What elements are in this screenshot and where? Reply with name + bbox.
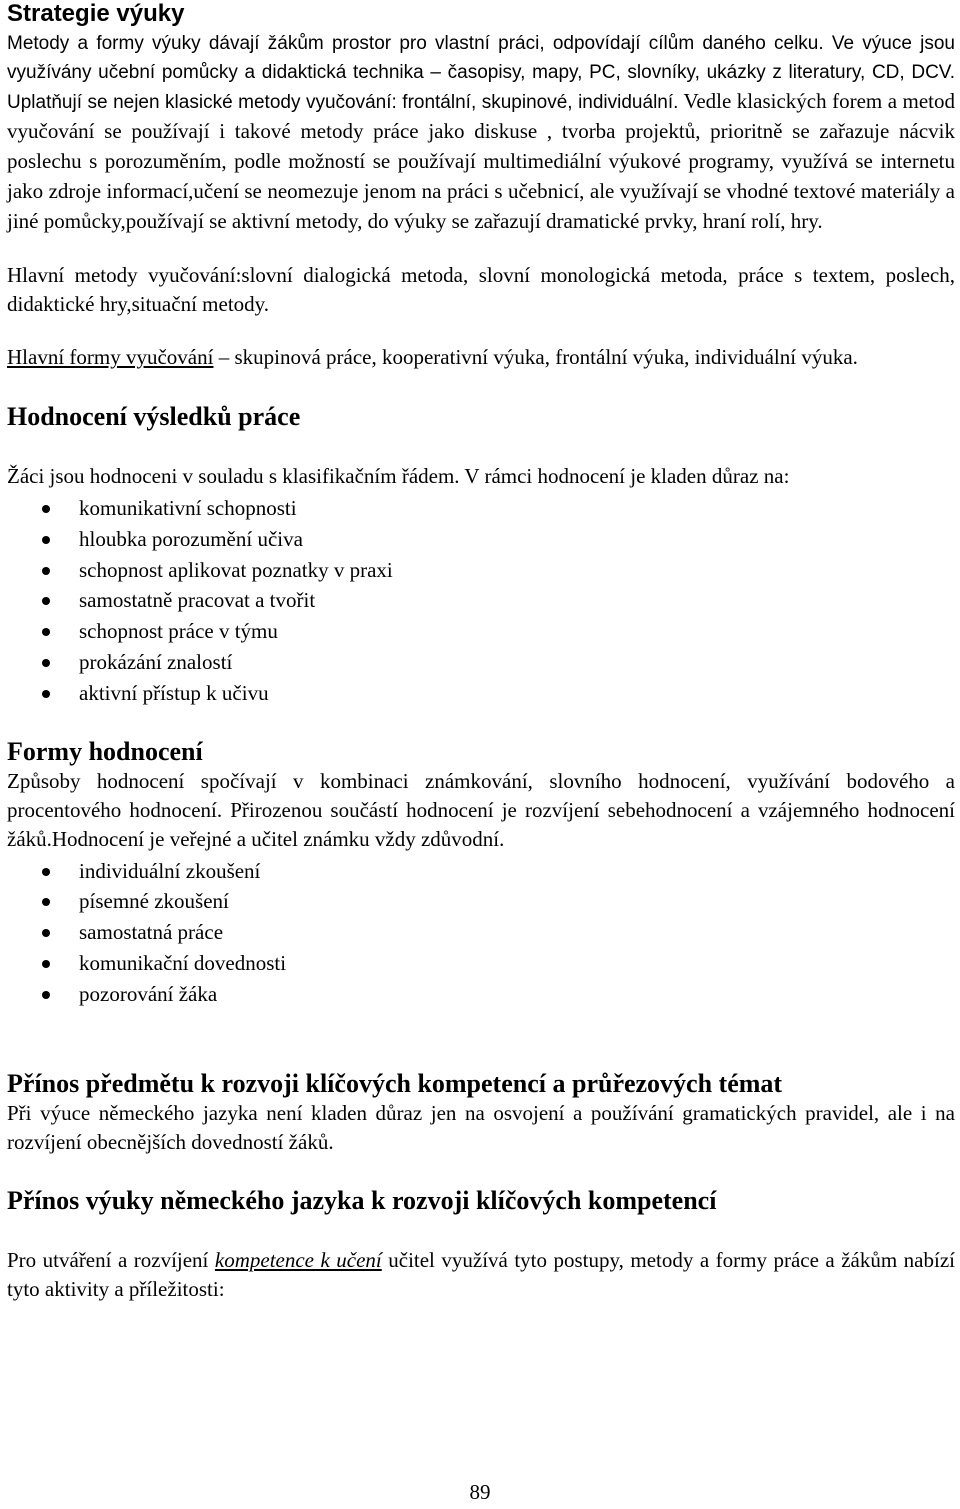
list-item: prokázání znalostí <box>7 647 955 678</box>
prinos-text-before: Pro utváření a rozvíjení <box>7 1247 215 1272</box>
document-page <box>7 0 955 1304</box>
kompetence-link-text: kompetence k učení <box>214 1247 382 1272</box>
paragraph-methods: Hlavní metody vyučování:slovní dialogická metoda, slovní monologická metoda, práce s textem, poslech, didaktické hry,situační metody. <box>7 263 955 316</box>
paragraph-prinos-vyuky <box>7 1246 955 1304</box>
list-item: komunikační dovednosti <box>7 948 955 979</box>
paragraph-strategie-continuation: Vedle klasických forem a metod vyučování se používají i takové metody práce jako diskuse , tvorba projektů, prioritně se zařazuje nácvik poslechu s porozuměním, podle možností se používají multimediální výukové programy, využívá se internetu jako zdroje informací,učení se neomezuje jenom na práci s učebnicí, ale využívají se vhodné textové materiály a jiné pomůcky,používají se aktivní metody, do výuky se zařazují dramatické prvky, hraní rolí, hry. <box>7 89 955 233</box>
section-title-prinos-vyuky: Přínos výuky německého jazyka k rozvoji klíčových kompetencí <box>7 1185 717 1215</box>
list-item: aktivní přístup k učivu <box>7 678 955 709</box>
list-item: samostatně pracovat a tvořit <box>7 585 955 616</box>
page-number: 89 <box>469 1480 491 1504</box>
list-item: pozorování žáka <box>7 979 955 1010</box>
list-item: hloubka porozumění učiva <box>7 524 955 555</box>
assessment-forms-list <box>7 856 955 1010</box>
section-title-prinos-predmetu: Přínos předmětu k rozvoji klíčových kompetencí a průřezových témat <box>7 1068 783 1098</box>
forms-label: Hlavní formy vyučování <box>7 345 214 369</box>
section-title-strategie: Strategie výuky <box>7 0 185 27</box>
forms-text: – skupinová práce, kooperativní výuka, frontální výuka, individuální výuka. <box>213 345 858 369</box>
section-title-formy-hodnoceni: Formy hodnocení <box>7 736 203 766</box>
list-item: schopnost aplikovat poznatky v praxi <box>7 555 955 586</box>
section-title-hodnoceni: Hodnocení výsledků práce <box>7 402 301 431</box>
list-item: individuální zkoušení <box>7 856 955 887</box>
prinos-text-after: učitel využívá tyto postupy, metody a formy práce a žákům nabízí tyto aktivity a příležitosti: <box>7 1247 955 1301</box>
paragraph-strategie-intro: Metody a formy výuky dávají žákům prostor pro vlastní práci, odpovídají cílům daného celku. Ve výuce jsou využívány učební pomůcky a didaktická technika – časopisy, mapy, PC, slovníky, ukázky z literatury, CD, DCV. Uplatňují se nejen klasické metody vyučování: frontální, skupinové, individuální. <box>7 33 955 113</box>
paragraph-forms <box>7 343 955 372</box>
paragraph-formy-hodnoceni: Způsoby hodnocení spočívají v kombinaci známkování, slovního hodnocení, využívání bodového a procentového hodnocení. Přirozenou součástí hodnocení je rozvíjení sebehodnocení a vzájemného hodnocení žáků.Hodnocení je veřejné a učitel známku vždy zdůvodní. <box>7 768 955 851</box>
list-item: samostatná práce <box>7 917 955 948</box>
paragraph-prinos-predmetu: Při výuce německého jazyka není kladen důraz jen na osvojení a používání gramatických pravidel, ale i na rozvíjení obecnějších dovedností žáků. <box>7 1100 955 1154</box>
list-item: schopnost práce v týmu <box>7 616 955 647</box>
paragraph-strategie <box>7 29 955 237</box>
list-item: písemné zkoušení <box>7 886 955 917</box>
criteria-list <box>7 493 955 709</box>
list-item: komunikativní schopnosti <box>7 493 955 524</box>
paragraph-hodnoceni-intro: Žáci jsou hodnoceni v souladu s klasifikačním řádem. V rámci hodnocení je kladen důraz na: <box>7 464 790 488</box>
